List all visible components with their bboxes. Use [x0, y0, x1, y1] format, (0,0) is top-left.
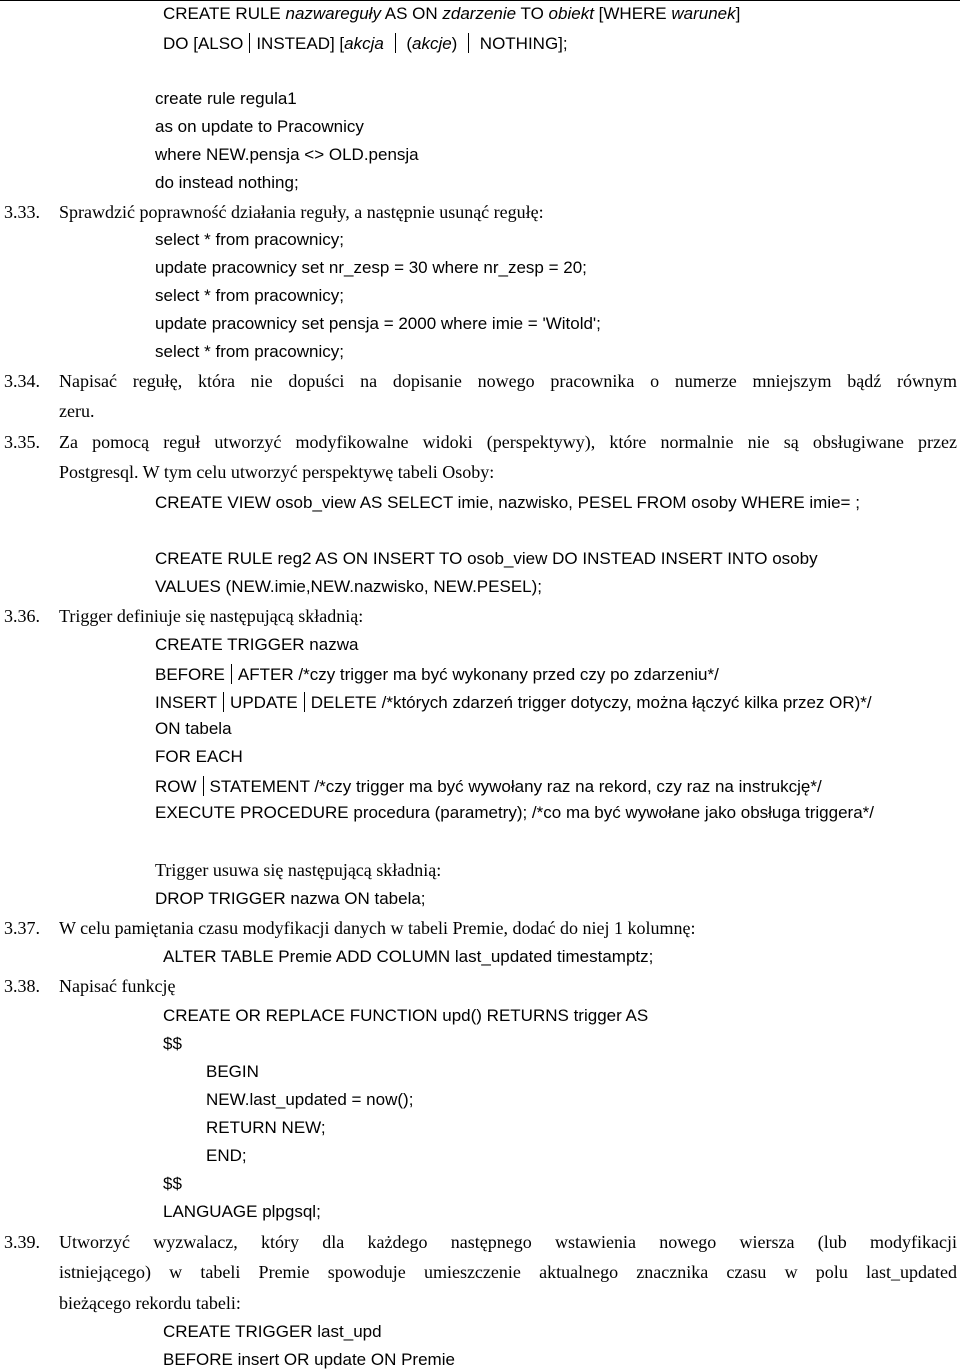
section-text: W celu pamiętania czasu modyfikacji danych w tabeli Premie, dodać do niej 1 kolumnę:	[59, 918, 696, 938]
code-line: RETURN NEW;	[206, 1118, 326, 1137]
top-border	[0, 0, 960, 1]
code-line: INSERT UPDATE DELETE /*których zdarzeń trigger dotyczy, można łączyć kilka przez OR)*/	[155, 693, 872, 712]
code-line: ALTER TABLE Premie ADD COLUMN last_updated timestamptz;	[163, 947, 654, 966]
code-line: BEFORE insert OR update ON Premie	[163, 1350, 455, 1369]
code-line: ROW STATEMENT /*czy trigger ma być wywołany raz na rekord, czy raz na instrukcję*/	[155, 777, 822, 796]
section-number: 3.37.	[4, 918, 40, 938]
code-line: select * from pracownicy;	[155, 342, 344, 361]
section-number: 3.33.	[4, 202, 40, 222]
section-text: Za pomocą reguł utworzyć modyfikowalne widoki (perspektywy), które normalnie nie są obsługiwane przez	[59, 432, 957, 452]
section-number: 3.38.	[4, 976, 40, 996]
section-number: 3.35.	[4, 432, 40, 452]
section-number: 3.36.	[4, 606, 40, 626]
code-line: EXECUTE PROCEDURE procedura (parametry); /*co ma być wywołane jako obsługa triggera*/	[155, 803, 874, 822]
section-number: 3.39.	[4, 1232, 40, 1252]
code-line: BEGIN	[206, 1062, 259, 1081]
example-rule-line: where NEW.pensja <> OLD.pensja	[155, 145, 419, 164]
section-number: 3.34.	[4, 371, 40, 391]
section-text: Postgresql. W tym celu utworzyć perspektywę tabeli Osoby:	[59, 462, 495, 482]
code-line: $$	[163, 1174, 182, 1193]
code-line: CREATE OR REPLACE FUNCTION upd() RETURNS trigger AS	[163, 1006, 649, 1025]
section-text: zeru.	[59, 401, 95, 421]
code-line: CREATE TRIGGER last_upd	[163, 1322, 382, 1341]
example-rule-line: as on update to Pracownicy	[155, 117, 364, 136]
section-text: Sprawdzić poprawność działania reguły, a następnie usunąć regułę:	[59, 202, 544, 222]
example-rule-line: create rule regula1	[155, 89, 297, 108]
code-line: BEFORE AFTER /*czy trigger ma być wykonany przed czy po zdarzeniu*/	[155, 665, 719, 684]
section-text: istniejącego) w tabeli Premie spowoduje umieszczenie aktualnego znacznika czasu w polu last_updated	[59, 1262, 957, 1282]
code-line: select * from pracownicy;	[155, 286, 344, 305]
code-line: update pracownicy set nr_zesp = 30 where nr_zesp = 20;	[155, 258, 587, 277]
code-line: FOR EACH	[155, 747, 243, 766]
code-line: CREATE TRIGGER nazwa	[155, 635, 359, 654]
example-rule-line: do instead nothing;	[155, 173, 299, 192]
section-text: Utworzyć wyzwalacz, który dla każdego następnego wstawienia nowego wiersza (lub modyfikacji	[59, 1232, 957, 1252]
section-text: bieżącego rekordu tabeli:	[59, 1293, 241, 1313]
code-line: $$	[163, 1034, 182, 1053]
code-line: DROP TRIGGER nazwa ON tabela;	[155, 889, 426, 908]
section-text: Trigger definiuje się następującą składnią:	[59, 606, 364, 626]
code-line: END;	[206, 1146, 247, 1165]
code-line: LANGUAGE plpgsql;	[163, 1202, 321, 1221]
code-line: select * from pracownicy;	[155, 230, 344, 249]
code-line: VALUES (NEW.imie,NEW.nazwisko, NEW.PESEL);	[155, 577, 542, 596]
code-line: NEW.last_updated = now();	[206, 1090, 414, 1109]
code-line: CREATE RULE reg2 AS ON INSERT TO osob_view DO INSTEAD INSERT INTO osoby	[155, 549, 818, 568]
code-line: CREATE VIEW osob_view AS SELECT imie, nazwisko, PESEL FROM osoby WHERE imie= ;	[155, 493, 860, 512]
rule-syntax-line-2: DO [ALSO INSTEAD] [akcja (akcje) NOTHING];	[163, 34, 568, 53]
code-line: ON tabela	[155, 719, 232, 738]
rule-syntax-line-1: CREATE RULE nazwareguły AS ON zdarzenie TO obiekt [WHERE warunek]	[163, 4, 741, 23]
section-text: Napisać regułę, która nie dopuści na dopisanie nowego pracownika o numerze mniejszym bądź równym	[59, 371, 957, 391]
section-text: Napisać funkcję	[59, 976, 176, 996]
section-text: Trigger usuwa się następującą składnią:	[155, 860, 442, 880]
code-line: update pracownicy set pensja = 2000 where imie = 'Witold';	[155, 314, 601, 333]
